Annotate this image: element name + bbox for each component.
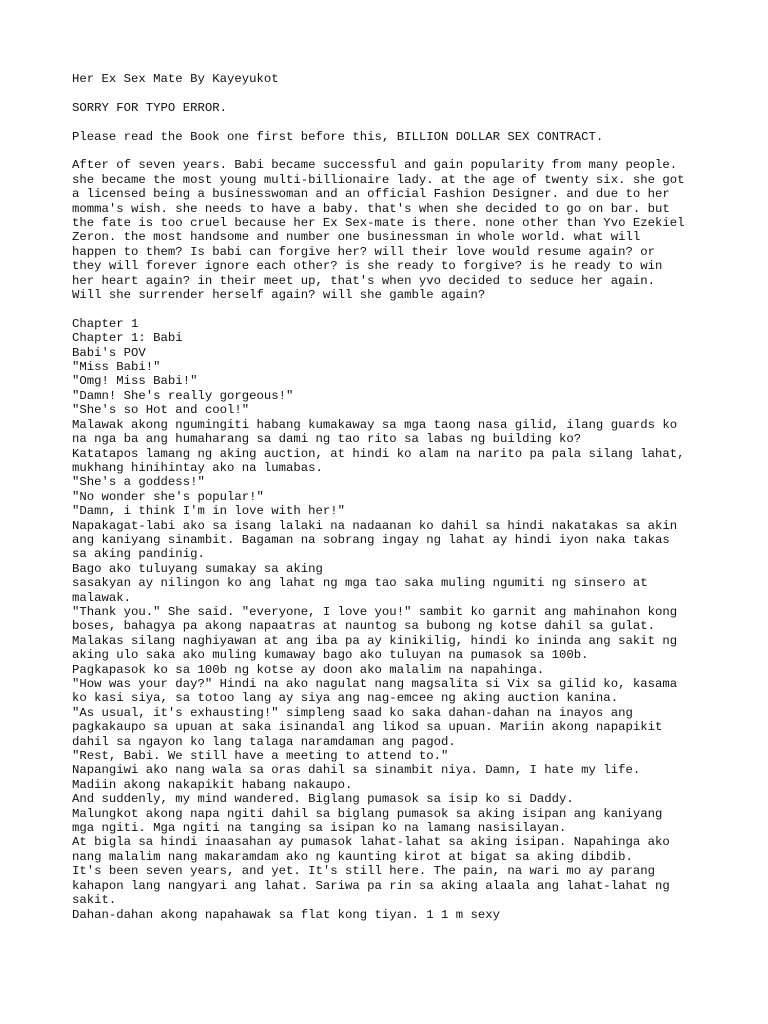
chapter-line: mga ngiti. Mga ngiti na tanging sa isipan ko na lamang nasisilayan. — [72, 821, 567, 836]
chapter-line: "She's so Hot and cool!" — [72, 403, 250, 418]
chapter-line: sakit. — [72, 893, 117, 908]
chapter-line: malawak. — [72, 590, 132, 605]
chapter-line: aking ulo saka ako muling kumaway bago ako tuluyan na pumasok sa 100b. — [72, 648, 589, 663]
chapter-subheading: Chapter 1: Babi — [72, 331, 183, 346]
chapter-line: "Damn, i think I'm in love with her!" — [72, 504, 346, 519]
document-page — [72, 72, 732, 922]
chapter-line: boses, bahagya pa akong napaatras at nauntog sa bubong ng kotse dahil sa gulat. — [72, 619, 655, 634]
chapter-line: "Thank you." She said. "everyone, I love you!" sambit ko garnit ang mahinahon kong — [72, 604, 678, 619]
synopsis-line: they will forever ignore each other? is she ready to forgive? is he ready to win — [72, 259, 663, 274]
chapter-line: sasakyan ay nilingon ko ang lahat ng mga tao saka muling ngumiti ng sinsero at — [72, 576, 648, 591]
synopsis-line: happen to them? Is babi can forgive her? will their love would resume again? or — [72, 244, 655, 259]
synopsis-line: she became the most young multi-billionaire lady. at the age of twenty six. she got — [72, 172, 685, 187]
chapter-line: "How was your day?" Hindi na ako nagulat nang magsalita si Vix sa gilid ko, kasama — [72, 677, 678, 691]
chapter-heading: Chapter 1 — [72, 316, 139, 331]
synopsis-line: Zeron. the most handsome and number one businessman in whole world. what will — [72, 230, 641, 245]
synopsis-line: momma's wish. she needs to have a baby. that's when she decided to go on bar. but — [72, 201, 670, 216]
chapter-line: dahil sa ngayon ko lang talaga naramdaman ang pagod. — [72, 734, 456, 749]
chapter-line: At bigla sa hindi inaasahan ay pumasok lahat-lahat sa aking isipan. Napahinga ako — [72, 835, 670, 850]
chapter-line: It's been seven years, and yet. It's still here. The pain, na wari mo ay parang — [72, 864, 655, 879]
synopsis-line: the fate is too cruel because her Ex Sex-mate is there. none other than Yvo Ezekiel — [72, 216, 685, 231]
synopsis-line: a licensed being a businesswoman and an official Fashion Designer. and due to her — [72, 187, 670, 202]
chapter-line: nang malalim nang makaramdam ako ng kaunting kirot at bigat sa aking dibdib. — [72, 849, 633, 864]
chapter-line: ang kaniyang sinambit. Bagaman na sobrang ingay ng lahat ay hindi iyon naka takas — [72, 532, 670, 547]
chapter-line: "Miss Babi!" — [72, 360, 161, 375]
chapter-line: na nga ba ang humaharang sa dami ng tao rito sa labas ng building ko? — [72, 432, 582, 447]
chapter-line: ko kasi siya, sa totoo lang ay siya ang nag-emcee ng aking auction kanina. — [72, 691, 619, 706]
chapter-line: "She's a goddess!" — [72, 475, 205, 490]
synopsis-line: her heart again? in their meet up, that's when yvo decided to seduce her again. — [72, 273, 655, 288]
typo-notice: SORRY FOR TYPO ERROR. — [72, 100, 227, 115]
reading-instruction: Please read the Book one first before this, BILLION DOLLAR SEX CONTRACT. — [72, 129, 604, 144]
chapter-line: Malawak akong ngumingiti habang kumakaway sa mga taong nasa gilid, ilang guards ko — [72, 417, 678, 432]
synopsis-line: Will she surrender herself again? will she gamble again? — [72, 288, 486, 303]
chapter-line: Bago ako tuluyang sumakay sa aking — [72, 561, 323, 576]
pov-label: Babi's POV — [72, 345, 146, 360]
synopsis-line: After of seven years. Babi became successful and gain popularity from many people. — [72, 158, 678, 173]
chapter-line: sa aking pandinig. — [72, 547, 205, 562]
chapter-line: Pagkapasok ko sa 100b ng kotse ay doon ako malalim na napahinga. — [72, 662, 545, 677]
chapter-line: Napakagat-labi ako sa isang lalaki na nadaanan ko dahil sa hindi nakatakas sa akin — [72, 518, 678, 533]
chapter-line: kahapon lang nangyari ang lahat. Sariwa pa rin sa aking alaala ang lahat-lahat ng — [72, 878, 670, 893]
chapter-line: Malungkot akong napa ngiti dahil sa biglang pumasok sa aking isipan ang kaniyang — [72, 806, 663, 821]
chapter-body — [72, 317, 732, 922]
chapter-line: "Omg! Miss Babi!" — [72, 374, 198, 389]
chapter-line: Madiin akong nakapikit habang nakaupo. — [72, 777, 353, 792]
chapter-line: pagkakaupo sa upuan at saka isinandal ang likod sa upuan. Mariin akong napapikit — [72, 720, 663, 735]
chapter-line: mukhang hinihintay ako na lumabas. — [72, 460, 323, 475]
chapter-line: Dahan-dahan akong napahawak sa flat kong tiyan. 1 1 m sexy — [72, 907, 501, 922]
chapter-line: "As usual, it's exhausting!" simpleng saad ko saka dahan-dahan na inayos ang — [72, 705, 633, 720]
chapter-line: Napangiwi ako nang wala sa oras dahil sa sinambit niya. Damn, I hate my life. — [72, 763, 641, 778]
chapter-line: "Damn! She's really gorgeous!" — [72, 388, 294, 403]
synopsis-paragraph — [72, 158, 732, 302]
document-title: Her Ex Sex Mate By Kayeyukot — [72, 72, 279, 86]
chapter-line: And suddenly, my mind wandered. Biglang pumasok sa isip ko si Daddy. — [72, 792, 574, 807]
chapter-line: Katatapos lamang ng aking auction, at hindi ko alam na narito pa pala silang lahat, — [72, 446, 685, 461]
chapter-line: Malakas silang naghiyawan at ang iba pa ay kinikilig, hindi ko ininda ang sakit ng — [72, 633, 678, 648]
chapter-line: "Rest, Babi. We still have a meeting to attend to." — [72, 749, 449, 764]
chapter-line: "No wonder she's popular!" — [72, 489, 264, 504]
